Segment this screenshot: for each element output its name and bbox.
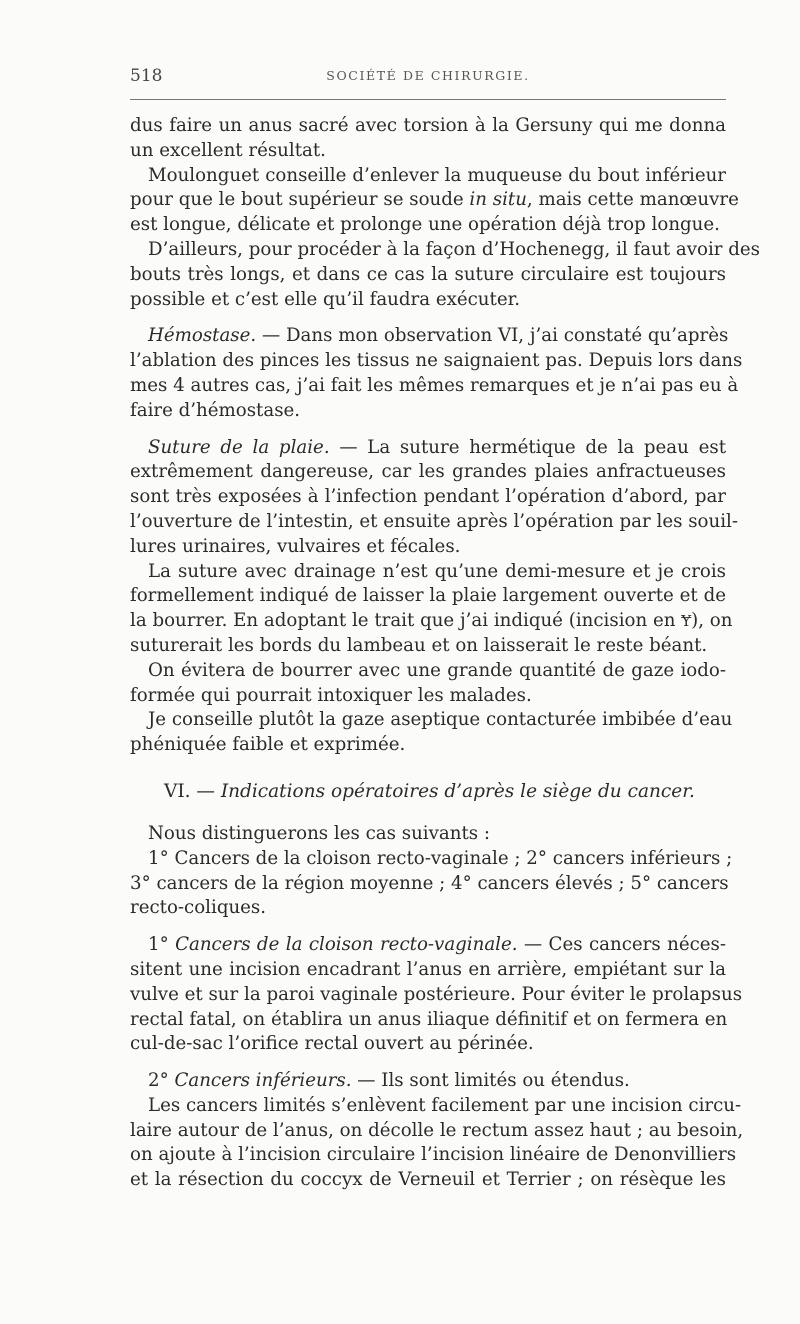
- header-rule: [130, 99, 726, 100]
- text-line: bouts très longs, et dans ce cas la suture circulaire est toujours: [130, 263, 726, 285]
- text-run: — La suture hermétique de la peau est: [329, 436, 727, 458]
- text-line: rectal fatal, on établira un anus iliaque définitif et on fermera en: [130, 1008, 728, 1030]
- text-line: formellement indiqué de laisser la plaie largement ouverte et de: [130, 585, 726, 607]
- page-body: [130, 114, 761, 1193]
- section-title-hemostase: Hémostase.: [148, 325, 257, 347]
- text-line: l’ablation des pinces les tissus ne saignaient pas. Depuis lors dans: [130, 350, 743, 372]
- heading-number: VI. —: [164, 780, 221, 802]
- text-line: extrêmement dangereuse, car les grandes plaies anfractueuses: [130, 461, 726, 483]
- text-line: [130, 188, 739, 213]
- text-line: D’ailleurs, pour procéder à la façon d’Hochenegg, il faut avoir des: [148, 238, 761, 260]
- spacer: [130, 758, 726, 778]
- subsection-title: Cancers de la cloison recto-vaginale.: [175, 934, 518, 956]
- text-line: un excellent résultat.: [130, 139, 326, 161]
- text-line: mes 4 autres cas, j’ai fait les mêmes remarques et je n’ai pas eu à: [130, 374, 739, 396]
- text-run: la bourrer. En adoptant le trait que j’ai indiqué (incision en: [130, 610, 682, 632]
- text-line: La suture avec drainage n’est qu’une demi-mesure et je crois: [148, 560, 726, 582]
- text-line: est longue, délicate et prolonge une opération déjà trop longue.: [130, 214, 720, 236]
- text-line: et la résection du coccyx de Verneuil et Terrier ; on résèque les: [130, 1169, 726, 1191]
- text-line: [130, 436, 726, 461]
- spacer: [130, 921, 726, 933]
- text-run: 2°: [148, 1070, 175, 1092]
- text-line: vulve et sur la paroi vaginale postérieure. Pour éviter le prolapsus: [130, 983, 743, 1005]
- text-line: possible et c’est elle qu’il faudra exécuter.: [130, 288, 521, 310]
- text-line: sont très exposées à l’infection pendant l’opération d’abord, par: [130, 486, 726, 508]
- text-run: ), on: [691, 610, 733, 632]
- spacer: [130, 424, 726, 436]
- incision-symbol: Ɏ: [681, 612, 692, 631]
- text-line: 3° cancers de la région moyenne ; 4° cancers élevés ; 5° cancers: [130, 872, 729, 894]
- text-line: formée qui pourrait intoxiquer les malades.: [130, 684, 532, 706]
- text-line: On évitera de bourrer avec une grande quantité de gaze iodo-: [148, 659, 726, 681]
- subsection-title: Cancers inférieurs.: [174, 1070, 352, 1092]
- text-line: 1° Cancers de la cloison recto-vaginale ; 2° cancers inférieurs ;: [148, 847, 733, 869]
- page-number: 518: [130, 66, 163, 86]
- text-line: [130, 609, 733, 634]
- page-header: [130, 66, 726, 90]
- heading-title: Indications opératoires d’après le siège du cancer.: [220, 780, 695, 802]
- text-run: 1°: [148, 934, 176, 956]
- text-line: recto-coliques.: [130, 897, 267, 919]
- section-title-suture: Suture de la plaie.: [148, 436, 330, 458]
- text-line: [130, 1069, 726, 1094]
- text-line: cul-de-sac l’orifice rectal ouvert au périnée.: [130, 1033, 534, 1055]
- text-line: l’ouverture de l’intestin, et ensuite après l’opération par les souil-: [130, 510, 738, 532]
- text-run: pour que le bout supérieur se soude: [130, 189, 470, 211]
- text-line: suturerait les bords du lambeau et on laisserait le reste béant.: [130, 634, 708, 656]
- text-line: dus faire un anus sacré avec torsion à la Gersuny qui me donna: [130, 115, 726, 136]
- spacer: [130, 312, 726, 324]
- spacer: [130, 1057, 726, 1069]
- text-line: phéniquée faible et exprimée.: [130, 734, 406, 756]
- text-line: laire autour de l’anus, on décolle le rectum assez haut ; au besoin,: [130, 1119, 744, 1141]
- text-line: lures urinaires, vulvaires et fécales.: [130, 535, 461, 557]
- text-line: [130, 324, 729, 349]
- text-run: — Ces cancers néces-: [517, 934, 727, 956]
- spacer: [130, 806, 726, 822]
- text-line: [130, 933, 726, 958]
- text-line: sitent une incision encadrant l’anus en arrière, empiétant sur la: [130, 958, 726, 980]
- text-line: faire d’hémostase.: [130, 399, 301, 421]
- text-line: Nous distinguerons les cas suivants :: [148, 822, 491, 844]
- text-run: — Dans mon observation VI, j’ai constaté qu’après: [256, 325, 729, 347]
- text-run: — Ils sont limités ou étendus.: [351, 1070, 630, 1092]
- text-line: on ajoute à l’incision circulaire l’incision linéaire de Denonvilliers: [130, 1144, 737, 1166]
- running-head: SOCIÉTÉ DE CHIRURGIE.: [326, 68, 530, 83]
- text-line: Les cancers limités s’enlèvent facilement par une incision circu-: [148, 1094, 742, 1116]
- italic-term: in situ: [469, 189, 527, 211]
- section-heading: [130, 778, 726, 806]
- text-line: Moulonguet conseille d’enlever la muqueuse du bout inférieur: [148, 164, 726, 186]
- text-run: , mais cette manœuvre: [526, 189, 739, 211]
- text-line: Je conseille plutôt la gaze aseptique contacturée imbibée d’eau: [148, 709, 733, 731]
